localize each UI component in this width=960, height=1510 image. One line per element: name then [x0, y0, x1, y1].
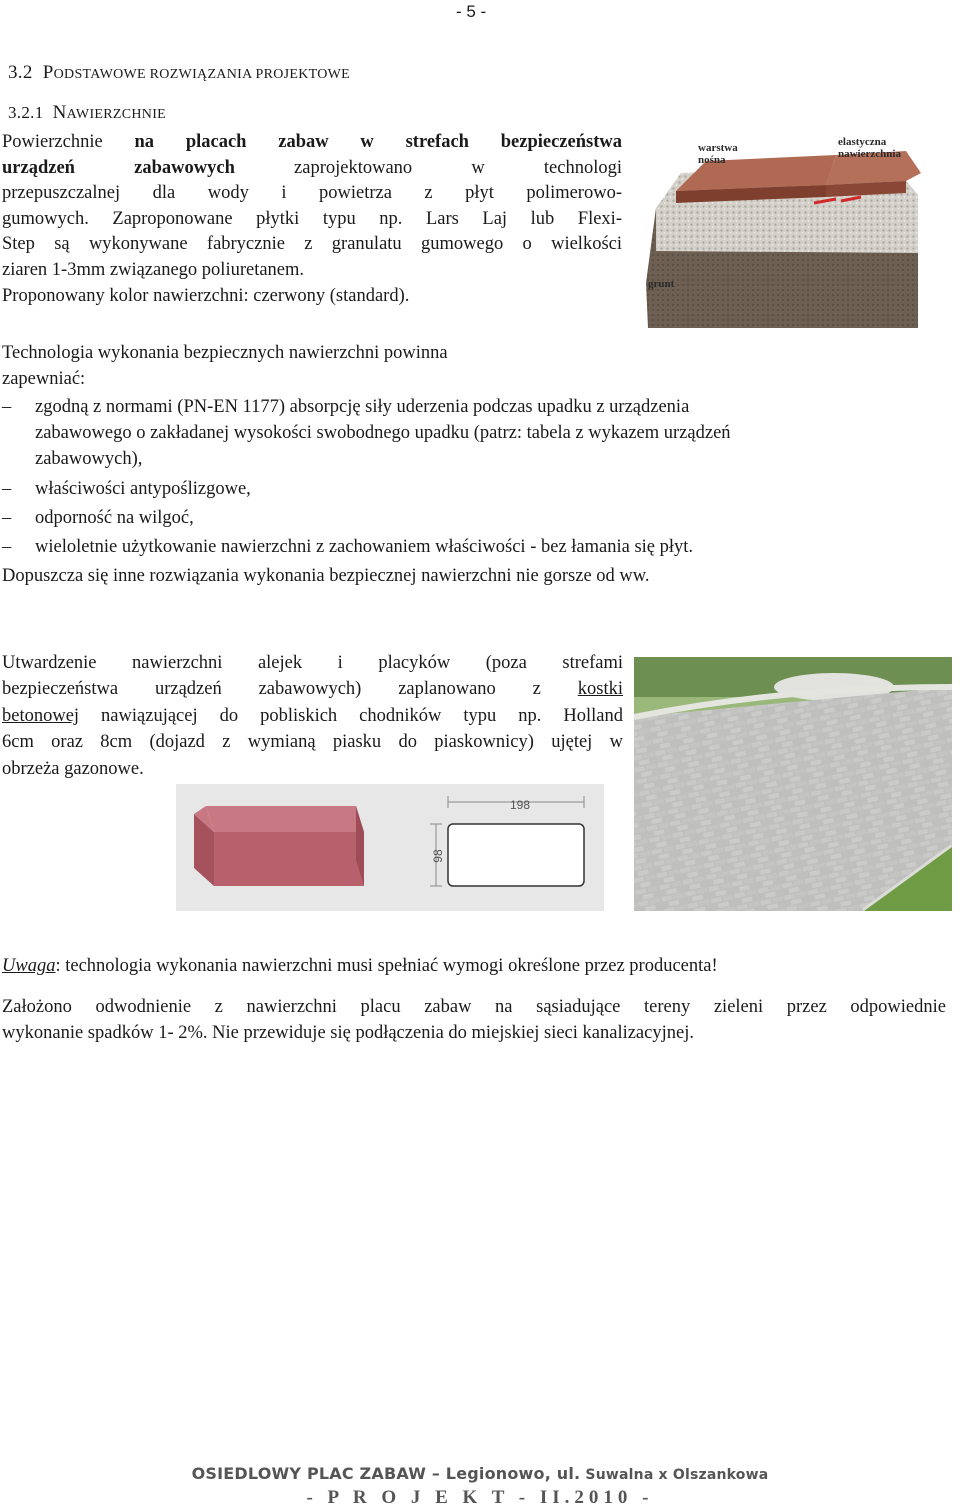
dimension-width-label: 198 [509, 798, 531, 812]
list-item-line: właściwości antypoślizgowe, [35, 479, 251, 499]
paragraph-line: Proponowany kolor nawierzchni: czerwony (standard). [2, 285, 410, 306]
list-item-line: zgodną z normami (PN-EN 1177) absorpcję siły uderzenia podczas upadku z urządzenia [35, 397, 690, 417]
label-bearing-layer-2: nośna [698, 154, 726, 166]
text-run: bezpieczeństwa urządzeń zabawowych) zaplanowano z [2, 679, 578, 700]
surface-paragraph [2, 130, 622, 309]
list-item-line: wieloletnie użytkowanie nawierzchni z zachowaniem właściwości - bez łamania się płyt. [35, 537, 694, 557]
paragraph-line: wykonanie spadków 1- 2%. Nie przewiduje się podłączenia do miejskiej sieci kanalizacyjnej. [2, 1023, 694, 1044]
brick-outline [448, 824, 584, 886]
paragraph-line [2, 156, 622, 182]
brick-dimension-diagram [176, 784, 604, 911]
paving-paragraph [2, 650, 623, 782]
paragraph-line: gumowych. Zaproponowane płytki typu np. Lars Laj lub Flexi- [2, 208, 622, 229]
paragraph-line: zapewniać: [2, 369, 86, 389]
list-item [2, 476, 902, 502]
list-item [2, 394, 902, 472]
label-elastic-surface-2: nawierzchnia [838, 148, 901, 160]
paragraph-line [2, 703, 623, 729]
brick-front [214, 832, 364, 886]
paragraph-line: ziaren 1-3mm związanego poliuretanem. [2, 259, 305, 280]
underlined-text: kostki [577, 679, 623, 700]
dash-bullet: – [2, 479, 12, 499]
section-title-rest: ODSTAWOWE ROZWIĄZANIA PROJEKTOWE [53, 67, 351, 82]
section-heading [8, 62, 350, 84]
requirements-list [2, 394, 902, 560]
paragraph-line: Step są wykonywane fabrycznie z granulatu gumowego o wielkości [2, 234, 622, 255]
paragraph-line [2, 676, 623, 702]
subsection-heading [8, 102, 166, 124]
paragraph-line: Założono odwodnienie z nawierzchni placu zabaw na sąsiadujące tereny zieleni przez odpowiednie [2, 997, 946, 1017]
dash-bullet: – [2, 397, 12, 417]
list-item-line: zabawowego o zakładanej wysokości swobodnego upadku (patrz: tabela z wykazem urządzeń [35, 423, 731, 443]
footer-title [0, 1464, 960, 1483]
paragraph-line: przepuszczalnej dla wody i powietrza z płyt polimerowo- [2, 183, 622, 204]
bold-text: urządzeń zabawowych [2, 157, 235, 178]
subsection-title-initial: N [52, 102, 67, 123]
page-number: - 5 - [456, 2, 487, 21]
label-elastic-surface: elastyczna [838, 136, 887, 148]
text-run: Powierzchnie [2, 132, 135, 152]
dash-bullet: – [2, 537, 12, 557]
section-number: 3.2 [8, 62, 33, 83]
bold-text: na placach zabaw w strefach bezpieczeństwa [134, 132, 622, 152]
list-item-line: odporność na wilgoć, [35, 508, 194, 528]
paragraph-line: 6cm oraz 8cm (dojazd z wymianą piasku do piaskownicy) ujętej w [2, 732, 623, 753]
dash-bullet: – [2, 508, 12, 528]
footer-project-date: - P R O J E K T - II.2010 - [306, 1487, 654, 1508]
footer-project-name: OSIEDLOWY PLAC ZABAW – Legionowo, ul. [191, 1464, 581, 1483]
producer-warning [2, 956, 718, 977]
text-run: nawiązującej do pobliskich chodników typu np. Holland [79, 705, 623, 726]
paving-stone-photo [634, 657, 952, 911]
technology-intro [2, 340, 942, 392]
list-item [2, 505, 902, 531]
paragraph-line: Utwardzenie nawierzchni alejek i placyków (poza strefami [2, 653, 623, 673]
underlined-text: betonowej [2, 705, 80, 726]
text-run: zaprojektowano w technologi [234, 157, 622, 178]
label-ground: grunt [648, 278, 675, 290]
rubber-tile-cross-section-image [636, 133, 926, 333]
paragraph-line: obrzeża gazonowe. [2, 758, 144, 779]
paragraph-line [2, 130, 622, 156]
list-item-line: zabawowych), [35, 449, 143, 469]
pavement-area [634, 687, 952, 911]
section-title-initial: P [42, 62, 54, 83]
warning-label: Uwaga [2, 956, 56, 976]
footer-streets: Suwalna x Olszankowa [580, 1467, 769, 1483]
paragraph-line: Technologia wykonania bezpiecznych nawierzchni powinna [2, 343, 448, 363]
subsection-title-rest: AWIERZCHNIE [66, 107, 167, 122]
dimension-height-label: 98 [431, 849, 445, 863]
drainage-paragraph [2, 994, 946, 1047]
brick-top [206, 806, 364, 832]
list-item [2, 534, 902, 560]
subsection-number: 3.2.1 [8, 103, 44, 122]
warning-text: : technologia wykonania nawierzchni musi spełniać wymogi określone przez producenta! [55, 956, 718, 976]
label-bearing-layer: warstwa [698, 142, 738, 154]
alternative-note: Dopuszcza się inne rozwiązania wykonania bezpiecznej nawierzchni nie gorsze od ww. [2, 566, 650, 586]
